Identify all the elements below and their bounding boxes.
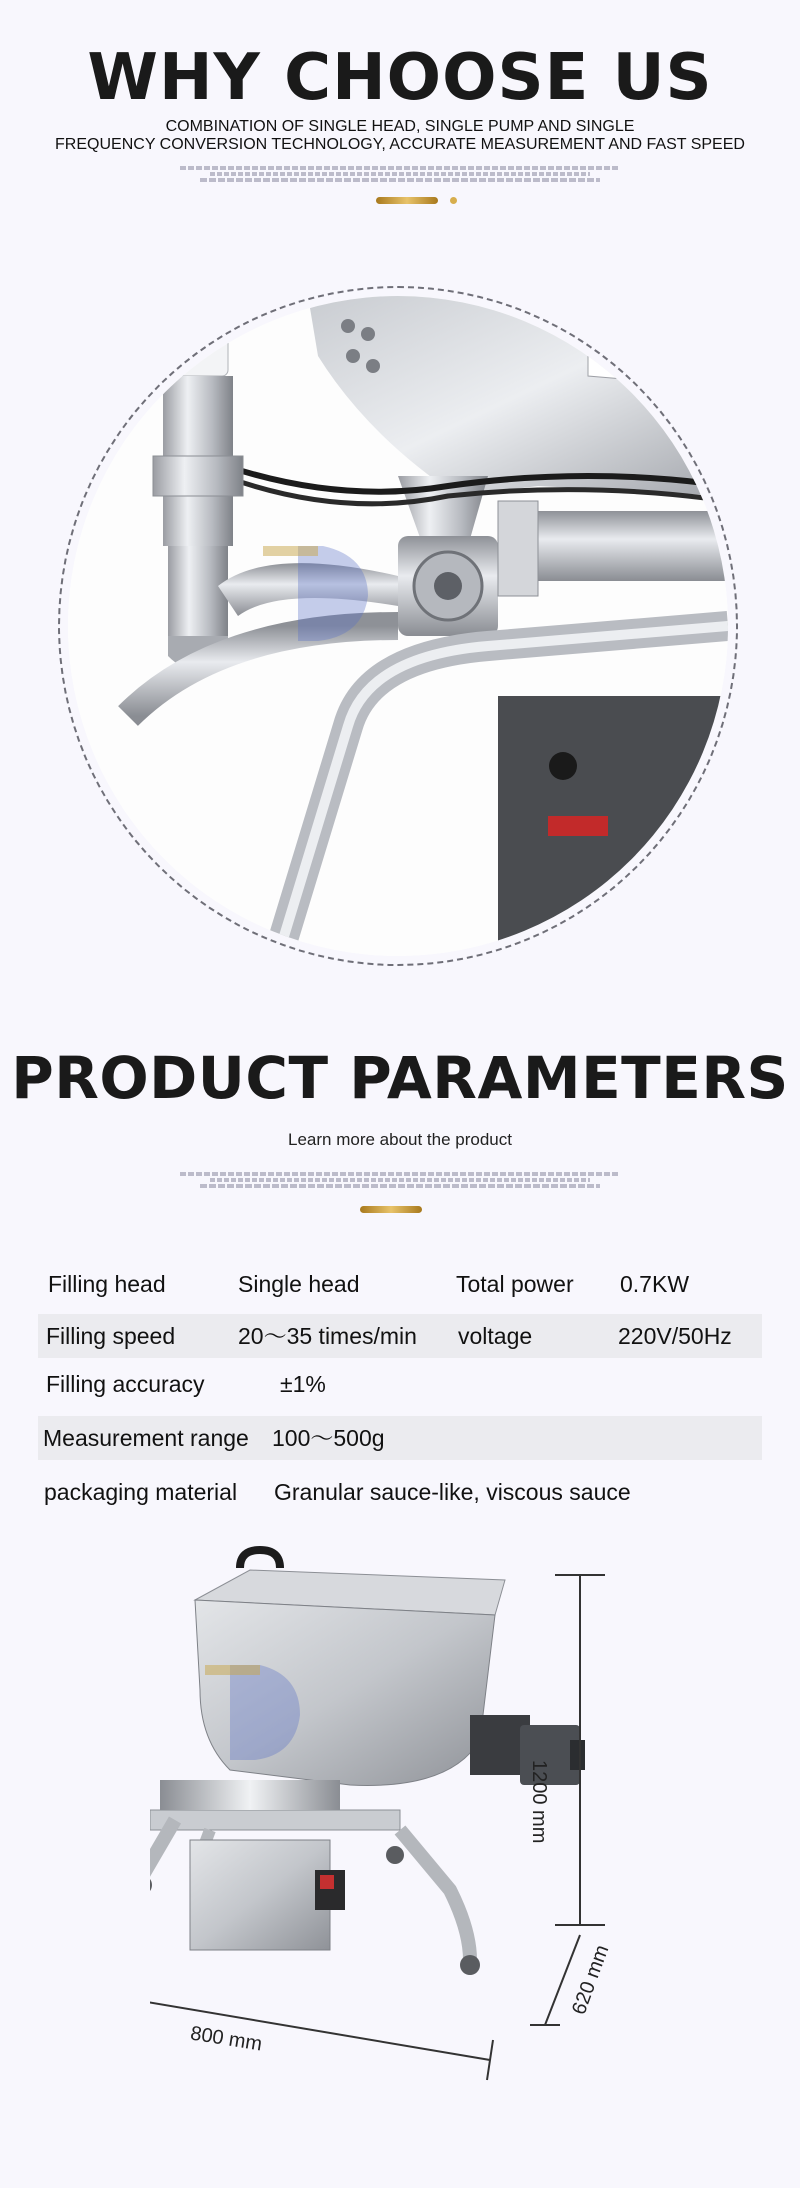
param-label: Filling accuracy: [46, 1371, 205, 1397]
param-row-5: [38, 1470, 762, 1514]
product-parameters-title: PRODUCT PARAMETERS: [11, 1044, 789, 1112]
decorative-micro-text-2: [180, 1170, 620, 1190]
param-value: 0.7KW: [620, 1271, 690, 1297]
subtitle-line-2: FREQUENCY CONVERSION TECHNOLOGY, ACCURATE MEASUREMENT AND FAST SPEED: [55, 136, 745, 153]
why-choose-us-title: WHY CHOOSE US: [87, 41, 713, 115]
param-label: Filling speed: [46, 1323, 176, 1349]
param-label: Total power: [456, 1271, 574, 1297]
param-row-3: [38, 1362, 762, 1406]
depth-dimension-label: 620 mm: [568, 1942, 614, 2018]
filling-nozzle-closeup-image: [68, 296, 728, 956]
param-value: 100～500g: [272, 1425, 385, 1451]
param-row-1: [38, 1262, 762, 1306]
param-row-4: [38, 1416, 762, 1460]
param-label: voltage: [458, 1323, 533, 1349]
param-value: 220V/50Hz: [618, 1323, 732, 1349]
param-value: ±1%: [280, 1371, 326, 1397]
gold-divider-dot: [450, 197, 457, 204]
gold-divider-bar-2: [360, 1206, 422, 1213]
why-choose-us-subtitle: [0, 118, 800, 154]
decorative-micro-text: [180, 164, 620, 184]
product-parameters-subtitle: Learn more about the product: [288, 1130, 512, 1149]
subtitle-line-1: COMBINATION OF SINGLE HEAD, SINGLE PUMP AND SINGLE: [165, 118, 635, 135]
param-label: Filling head: [48, 1271, 166, 1297]
param-value: Single head: [238, 1271, 360, 1297]
param-value: 20～35 times/min: [238, 1323, 417, 1349]
nozzle-illustration: [68, 296, 728, 956]
height-dimension-label: 1200 mm: [528, 1760, 550, 1844]
param-row-2: [38, 1314, 762, 1358]
width-dimension-label: 800 mm: [188, 2022, 264, 2056]
param-label: Measurement range: [43, 1425, 249, 1451]
machine-dimension-image: [150, 1540, 710, 2100]
param-label: packaging material: [44, 1479, 238, 1505]
param-value: Granular sauce-like, viscous sauce: [274, 1479, 631, 1505]
gold-divider-bar: [376, 197, 438, 204]
machine-illustration: [150, 1540, 710, 2100]
